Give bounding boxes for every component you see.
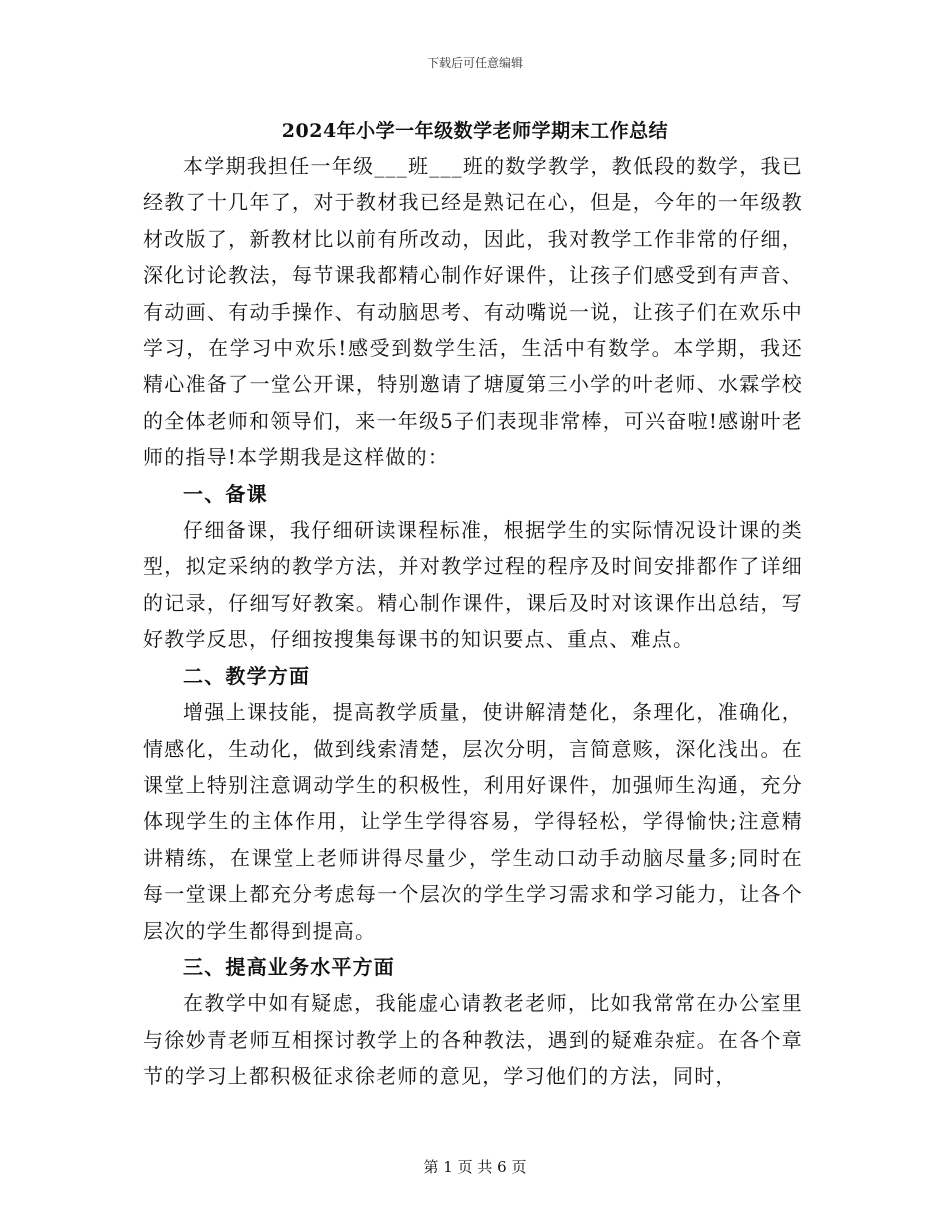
section-heading-professional: 三、提高业务水平方面 bbox=[183, 954, 395, 979]
section-paragraph-professional: 在教学中如有疑虑，我能虚心请教老老师，比如我常常在办公室里与徐妙青老师互相探讨教学上的各种教法，遇到的疑难杂症。在各个章节的学习上都积极征求徐老师的意见，学习他们的方法，同时， bbox=[143, 991, 803, 1089]
document-title: 2024年小学一年级数学老师学期末工作总结 bbox=[281, 120, 669, 142]
document-body bbox=[143, 148, 803, 1095]
intro-paragraph: 本学期我担任一年级___班___班的数学教学，教低段的数学，我已经教了十几年了，对于教材我已经是熟记在心，但是，今年的一年级教材改版了，新教材比以前有所改动，因此，我对教学工作非常的仔细，深化讨论教法，每节课我都精心制作好课件，让孩子们感受到有声音、有动画、有动手操作、有动脑思考、有动嘴说一说，让孩子们在欢乐中学习，在学习中欢乐!感受到数学生活，生活中有数学。本学期，我还精心准备了一堂公开课，特别邀请了塘厦第三小学的叶老师、水霖学校的全体老师和领导们，来一年级5子们表现非常棒，可兴奋啦!感谢叶老师的指导!本学期我是这样做的： bbox=[143, 154, 803, 470]
section-paragraph-preparation: 仔细备课，我仔细研读课程标准，根据学生的实际情况设计课的类型，拟定采纳的教学方法，并对教学过程的程序及时间安排都作了详细的记录，仔细写好教案。精心制作课件，课后及时对该课作出总结，写好教学反思，仔细按搜集每课书的知识要点、重点、难点。 bbox=[143, 518, 803, 652]
section-paragraph-teaching: 增强上课技能，提高教学质量，使讲解清楚化，条理化，准确化，情感化，生动化，做到线索清楚，层次分明，言简意赅，深化浅出。在课堂上特别注意调动学生的积极性，利用好课件，加强师生沟通，充分体现学生的主体作用，让学生学得容易，学得轻松，学得愉快;注意精讲精练，在课堂上老师讲得尽量少，学生动口动手动脑尽量多;同时在每一堂课上都充分考虑每一个层次的学生学习需求和学习能力，让各个层次的学生都得到提高。 bbox=[143, 700, 803, 943]
page-number: 第 1 页 共 6 页 bbox=[423, 1158, 527, 1176]
section-heading-teaching: 二、教学方面 bbox=[183, 663, 311, 688]
section-heading-preparation: 一、备课 bbox=[183, 481, 268, 506]
header-note: 下载后可任意编辑 bbox=[426, 56, 523, 70]
